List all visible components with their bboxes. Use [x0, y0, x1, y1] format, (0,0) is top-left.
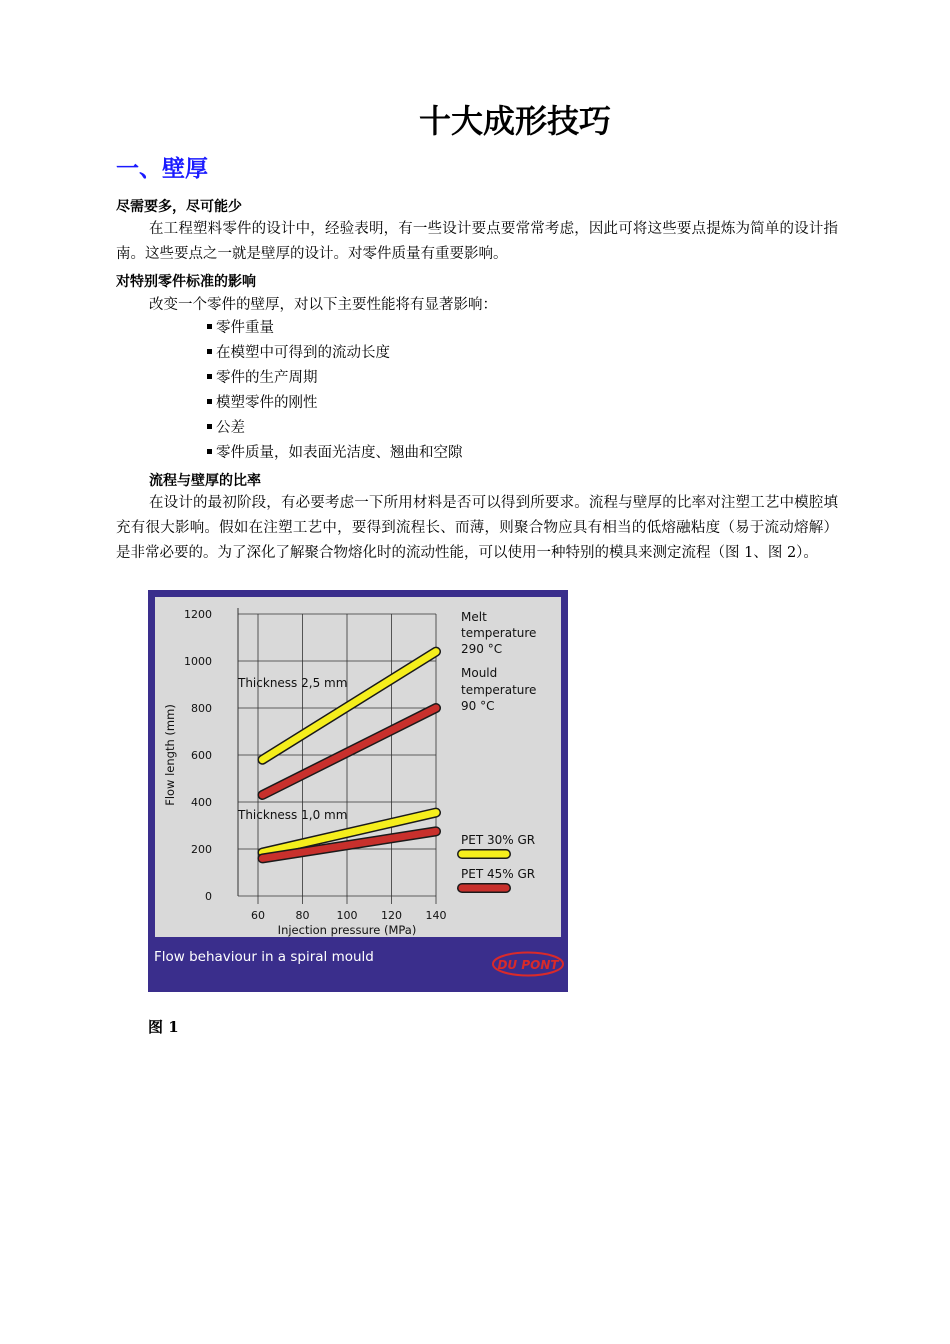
- bullet-square-icon: [207, 374, 212, 379]
- annotation-thickness-1-0: Thickness 1,0 mm: [238, 808, 348, 822]
- x-tick-label: 100: [336, 909, 358, 922]
- figure-footer-text: Flow behaviour in a spiral mould: [154, 949, 374, 965]
- x-tick-label: 120: [381, 909, 402, 922]
- bullet-square-icon: [207, 349, 212, 354]
- bullet-intro: 改变一个零件的壁厚，对以下主要性能将有显著影响：: [149, 297, 497, 313]
- list-item-text: 模塑零件的刚性: [216, 395, 318, 411]
- bullet-square-icon: [207, 324, 212, 329]
- list-item: [205, 391, 463, 416]
- paragraph-3: 在设计的最初阶段，有必要考虑一下所用材料是否可以得到所要求。流程与壁厚的比率对注塑工艺中模腔填充有很大影响。假如在注塑工艺中，要得到流程长、而薄，则聚合物应具有相当的低熔融粘度（易于流动熔解）是非常必要的。为了深化了解聚合物熔化时的流动性能，可以使用一种特别的模具来测定流程（图 1、图 2）。: [116, 495, 838, 561]
- y-tick-label: 800: [191, 702, 212, 715]
- condition-note: 290 °C: [461, 642, 503, 656]
- list-item: [205, 341, 463, 366]
- subheading-1: 尽需要多，尽可能少: [116, 199, 242, 215]
- document-title: 十大成形技巧: [418, 102, 611, 140]
- list-item-text: 在模塑中可得到的流动长度: [216, 345, 390, 361]
- list-item: [205, 366, 463, 391]
- property-list: [205, 316, 463, 466]
- x-tick-label: 80: [295, 909, 310, 922]
- y-tick-label: 600: [191, 749, 212, 762]
- y-tick-label: 0: [205, 890, 212, 903]
- bullet-square-icon: [207, 424, 212, 429]
- figure-caption: 图 1: [148, 1018, 179, 1036]
- figure-1: [148, 590, 568, 992]
- subheading-3: 流程与壁厚的比率: [149, 473, 261, 489]
- x-axis-label: Injection pressure (MPa): [277, 923, 417, 937]
- legend-label: PET 45% GR: [461, 867, 536, 881]
- y-axis-label: Flow length (mm): [163, 704, 177, 806]
- legend-label: PET 30% GR: [461, 833, 536, 847]
- y-tick-label: 1000: [184, 655, 212, 668]
- list-item-text: 公差: [216, 420, 245, 436]
- bullet-square-icon: [207, 399, 212, 404]
- flow-length-chart: [148, 590, 568, 992]
- y-tick-label: 400: [191, 796, 212, 809]
- list-item: [205, 316, 463, 341]
- condition-note: 90 °C: [461, 699, 495, 713]
- x-tick-label: 140: [425, 909, 447, 922]
- section-heading: 一、壁厚: [116, 156, 208, 182]
- condition-note: temperature: [461, 626, 537, 640]
- list-item-text: 零件重量: [216, 320, 274, 336]
- list-item: [205, 441, 463, 466]
- logo-text: DU PONT: [497, 958, 559, 972]
- condition-note: Mould: [461, 666, 498, 680]
- condition-note: Melt: [461, 610, 487, 624]
- y-tick-label: 1200: [184, 608, 212, 621]
- x-tick-label: 60: [251, 909, 265, 922]
- list-item: [205, 416, 463, 441]
- list-item-text: 零件的生产周期: [216, 370, 318, 386]
- y-tick-label: 200: [191, 843, 212, 856]
- condition-note: temperature: [461, 683, 537, 697]
- subheading-2: 对特别零件标准的影响: [116, 274, 256, 290]
- list-item-text: 零件质量，如表面光洁度、翘曲和空隙: [216, 445, 463, 461]
- bullet-square-icon: [207, 449, 212, 454]
- paragraph-1: 在工程塑料零件的设计中，经验表明，有一些设计要点要常常考虑，因此可将这些要点提炼为简单的设计指南。这些要点之一就是壁厚的设计。对零件质量有重要影响。: [116, 221, 838, 262]
- annotation-thickness-2-5: Thickness 2,5 mm: [238, 676, 348, 690]
